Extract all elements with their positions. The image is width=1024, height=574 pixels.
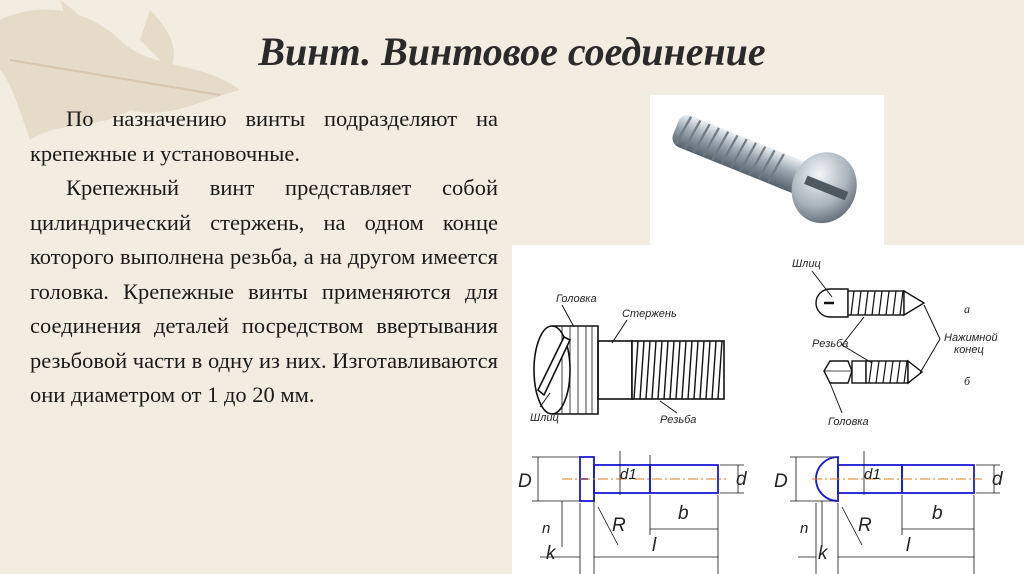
label-variant-a: а [964, 302, 970, 316]
dim-d-2: d [992, 469, 1003, 490]
dim-n-1: n [542, 520, 551, 537]
label-shank: Стержень [622, 308, 677, 320]
dim-d1-2: d1 [864, 466, 881, 483]
label-head-set: Головка [828, 416, 869, 428]
dimension-drawing-1 [518, 451, 748, 574]
set-screw-b [824, 361, 922, 383]
body-text [30, 102, 498, 413]
dim-k-2: k [818, 543, 828, 564]
label-slot-set: Шлиц [792, 258, 821, 270]
dim-D-1: D [518, 471, 532, 492]
dimension-drawing-2 [774, 451, 1004, 574]
dim-k-1: k [546, 543, 556, 564]
label-head: Головка [556, 293, 597, 305]
dim-d-1: d [736, 469, 747, 490]
dim-n-2: n [800, 520, 809, 537]
dim-D-2: D [774, 471, 788, 492]
paragraph-2: Крепежный винт представляет собой цилиндрический стержень, на одном конце которого выполнена резьба, а на другом имеется головка. Крепежные винты применяются для соединения деталей посредством ввертывания резьбовой части в одну из них. Изготавливаются они диаметром от 1 до 20 мм. [30, 175, 498, 407]
label-thread: Резьба [660, 414, 697, 426]
set-screw-a [816, 289, 924, 317]
dim-b-1: b [678, 503, 689, 524]
diagram-panel [512, 245, 1024, 574]
label-pressure-end-2: конец [954, 344, 984, 356]
dim-d1-1: d1 [620, 466, 637, 483]
dim-l-1: l [652, 535, 657, 556]
screw-photo [650, 95, 884, 245]
label-thread-set: Резьба [812, 338, 849, 350]
label-pressure-end-1: Нажимной [944, 332, 998, 344]
page-title: Винт. Винтовое соединение [258, 29, 766, 74]
screw-main-drawing [534, 305, 724, 414]
label-slot: Шлиц [530, 412, 559, 424]
label-variant-b: б [964, 374, 971, 388]
dim-l-2: l [906, 535, 911, 556]
dim-R-2: R [858, 515, 872, 536]
dim-R-1: R [612, 515, 626, 536]
dim-b-2: b [932, 503, 943, 524]
paragraph-1: По назначению винты подразделяют на крепежные и установочные. [30, 106, 498, 166]
